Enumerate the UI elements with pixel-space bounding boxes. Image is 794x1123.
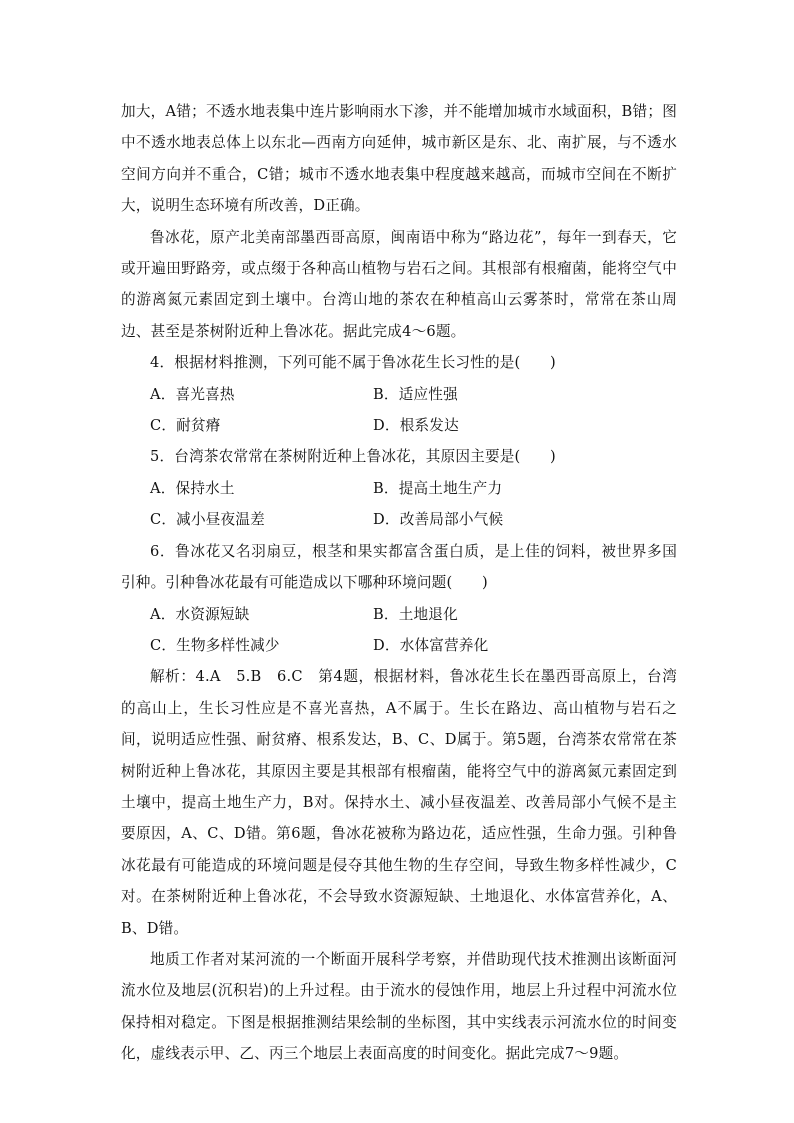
- question-5-option-d: D．改善局部小气候: [373, 511, 504, 529]
- question-5-option-b: B．提高土地生产力: [373, 479, 503, 497]
- question-5-stem: 5．台湾茶农常常在茶树附近种上鲁冰花，其原因主要是( ): [150, 448, 556, 466]
- question-4-option-d: D．根系发达: [373, 417, 459, 435]
- question-6-option-a: A．水资源短缺: [150, 605, 250, 623]
- question-4-stem: 4．根据材料推测，下列可能不属于鲁冰花生长习性的是( ): [150, 354, 556, 372]
- material-paragraph: 鲁冰花，原产北美南部墨西哥高原，闽南语中称为“路边花”，每年一到春天，它或开遍田野路旁，或点缀于各种高山植物与岩石之间。其根部有根瘤菌，能将空气中的游离氮元素固定到土壤中。台湾山地的茶农在种植高山云雾茶时，常常在茶山周边、甚至是茶树附近种上鲁冰花。据此完成4～6题。: [121, 228, 677, 340]
- analysis-paragraph: 解析：4.A 5.B 6.C 第4题，根据材料，鲁冰花生长在墨西哥高原上，台湾的高山上，生长习性应是不喜光喜热，A不属于。生长在路边、高山植物与岩石之间，说明适应性强、耐贫瘠、根系发达，B、C、D属于。第5题，台湾茶农常常在茶树附近种上鲁冰花，其原因主要是其根部有根瘤菌，能将空气中的游离氮元素固定到土壤中，提高土地生产力，B对。保持水土、减小昼夜温差、改善局部小气候不是主要原因，A、C、D错。第6题，鲁冰花被称为路边花，适应性强，生命力强。引种鲁冰花最有可能造成的环境问题是侵夺其他生物的生存空间，导致生物多样性减少，C对。在茶树附近种上鲁冰花，不会导致水资源短缺、土地退化、水体富营养化，A、B、D错。: [121, 668, 677, 937]
- question-5-option-a: A．保持水土: [150, 479, 235, 497]
- question-6-option-b: B．土地退化: [373, 605, 458, 623]
- question-4-option-c: C．耐贫瘠: [150, 417, 221, 435]
- question-6-stem: 6．鲁冰花又名羽扇豆，根茎和果实都富含蛋白质，是上佳的饲料，被世界多国引种。引种鲁冰花最有可能造成以下哪种环境问题( ): [121, 542, 677, 592]
- question-4-option-b: B．适应性强: [373, 385, 458, 403]
- question-5-option-c: C．减小昼夜温差: [150, 511, 265, 529]
- geology-paragraph: 地质工作者对某河流的一个断面开展科学考察，并借助现代技术推测出该断面河流水位及地层(沉积岩)的上升过程。由于流水的侵蚀作用，地层上升过程中河流水位保持相对稳定。下图是根据推测结果绘制的坐标图，其中实线表示河流水位的时间变化，虚线表示甲、乙、丙三个地层上表面高度的时间变化。据此完成7～9题。: [121, 950, 677, 1063]
- question-6-option-d: D．水体富营养化: [373, 636, 489, 654]
- intro-paragraph: 加大，A错；不透水地表集中连片影响雨水下渗，并不能增加城市水域面积，B错；图中不透水地表总体上以东北—西南方向延伸，城市新区是东、北、南扩展，与不透水空间方向并不重合，C错；城市不透水地表集中程度越来越高，而城市空间在不断扩大，说明生态环境有所改善，D正确。: [121, 103, 677, 215]
- question-6-options: [121, 599, 677, 662]
- question-4-option-a: A．喜光喜热: [150, 385, 235, 403]
- document-page: [121, 96, 677, 1070]
- question-4-options: [121, 379, 677, 442]
- question-5-options: [121, 473, 677, 536]
- question-6-option-c: C．生物多样性减少: [150, 636, 280, 654]
